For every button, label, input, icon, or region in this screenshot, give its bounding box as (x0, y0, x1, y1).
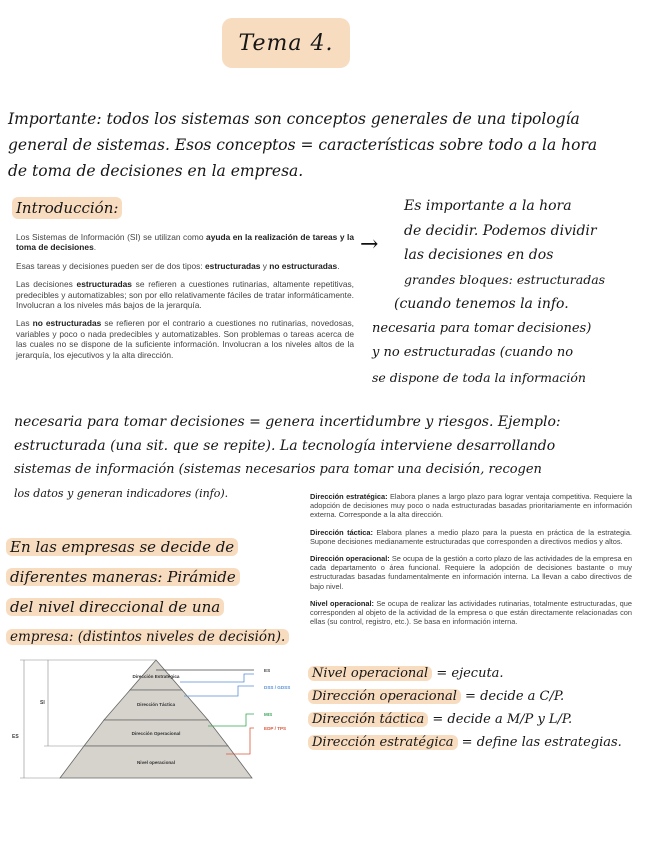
continued-note-line: sistemas de información (sistemas necesarios para tomar una decisión, recogen (14, 462, 542, 477)
continued-note-line: los datos y generan indicadores (info). (14, 487, 229, 500)
level-paragraph: Dirección táctica: Elabora planes a medio plazo para la puesta en práctica de la estrategia. Supone decisiones medianamente estructuradas que corresponden a directivos medios y altos. (310, 527, 632, 546)
pyramid-diagram (4, 656, 300, 788)
pyramid-note-line: diferentes maneras: Pirámide (6, 562, 289, 592)
intro-note-line: general de sistemas. Esos conceptos = características sobre todo a la hora (8, 136, 598, 154)
right-note-line: grandes bloques: estructuradas (404, 271, 606, 287)
right-note-line: de decidir. Podemos dividir (404, 222, 597, 239)
typed-paragraph: Las no estructuradas se refieren por el contrario a cuestiones no rutinarias, novedosas, variables y poco o nada predecibles y automatizables. Son problemas o tareas acerca de las cuales no se dispone de la suficiente información. Involucran a los niveles altos de la jerarquía, los ejecutivos y la alta dirección. (16, 318, 354, 360)
typed-paragraph: Las decisiones estructuradas se refieren a cuestiones rutinarias, altamente repetitivas, predecibles y automatizables; son por ello relativamente fáciles de tratar informáticamente. Involucran a los niveles más bajos de la jerarquía. (16, 279, 354, 311)
system-label: ES (264, 668, 271, 673)
pyramid-label: Dirección Táctica (136, 702, 176, 707)
right-note-line: (cuando tenemos la info. (394, 296, 569, 312)
system-connector (184, 686, 254, 696)
system-label: EDP / TPS (264, 726, 287, 731)
intro-note-line: de toma de decisiones en la empresa. (8, 162, 304, 180)
continued-note-line: necesaria para tomar decisiones = genera incertidumbre y riesgos. Ejemplo: (14, 414, 561, 430)
pyramid-note-line: En las empresas se decide de (6, 532, 289, 562)
pyramid-note-line: del nivel direccional de una (6, 592, 289, 622)
summary-item: Nivel operacional = ejecuta. (308, 662, 622, 685)
level-paragraph: Nivel operacional: Se ocupa de realizar las actividades rutinarias, totalmente estructuradas, que corresponden al objeto de la actividad de la empresa o que están directamente relacionadas con ellas (su control, registro, etc.). Se basa en información interna. (310, 598, 632, 627)
intro-note-line: Importante: todos los sistemas son conceptos generales de una tipología (8, 110, 580, 128)
section-heading: Introducción: (12, 197, 122, 219)
summary-item: Dirección estratégica = define las estrategias. (308, 731, 622, 754)
level-paragraph: Dirección estratégica: Elabora planes a largo plazo para lograr ventaja competitiva. Requiere la adopción de decisiones muy poco o nada estructuradas basadas prioritariamente en información externa. Corresponde a la alta dirección. (310, 492, 632, 520)
summary-item: Dirección táctica = decide a M/P y L/P. (308, 708, 622, 731)
typed-intro (16, 232, 354, 368)
system-label: MIS (264, 712, 273, 717)
levels-description (310, 492, 632, 634)
continued-note-line: estructurada (una sit. que se repite). La tecnología interviene desarrollando (14, 438, 556, 454)
typed-paragraph: Esas tareas y decisiones pueden ser de dos tipos: estructuradas y no estructuradas. (16, 260, 340, 271)
system-label: DSS / GDSS (264, 685, 291, 690)
system-connector (180, 674, 254, 682)
page-title: Tema 4. (222, 18, 350, 68)
right-note-line: se dispone de toda la información (372, 369, 586, 385)
pyramid-label: Dirección Estratégica (132, 674, 180, 679)
side-label: ES (12, 734, 19, 740)
right-note-line: Es importante a la hora (404, 198, 572, 214)
typed-paragraph: Los Sistemas de Información (SI) se utilizan como ayuda en la realización de tareas y la toma de decisiones. (16, 232, 355, 253)
right-note-line: las decisiones en dos (404, 247, 554, 263)
side-label: SI (40, 700, 45, 706)
right-note (372, 194, 605, 390)
pyramid-note (6, 532, 289, 652)
summary-item: Dirección operacional = decide a C/P. (308, 685, 622, 708)
right-note-line: necesaria para tomar decisiones) (372, 320, 592, 336)
pyramid-label: Dirección Operacional (131, 731, 181, 736)
right-note-line: y no estructuradas (cuando no (372, 345, 574, 360)
pyramid-label: Nivel operacional (136, 760, 176, 765)
summary-list (308, 662, 622, 754)
pyramid-note-line: empresa: (distintos niveles de decisión). (6, 622, 289, 652)
system-connector (208, 714, 254, 726)
arrow-right-icon: → (360, 232, 379, 257)
intro-note (8, 106, 597, 184)
level-paragraph: Dirección operacional: Se ocupa de la gestión a corto plazo de las actividades de la empresa en cada departamento o área funcional. Requiere la adopción de decisiones bastante o muy estructuradas basadas fundamentalmente en información interna. La llevan a cabo directivos de bajo nivel. (310, 554, 632, 591)
